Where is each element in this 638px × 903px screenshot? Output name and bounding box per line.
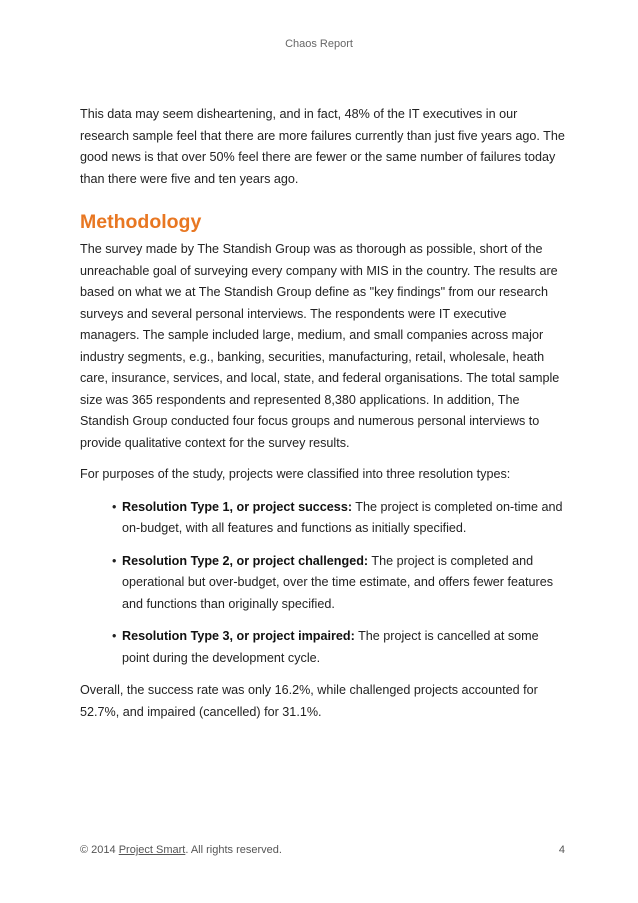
page-number: 4 (558, 844, 565, 856)
bullet: • (112, 629, 117, 643)
conclusion-paragraph: Overall, the success rate was only 16.2%, while challenged projects accounted for 52.7%, and impaired (cancelled) for 31.1%. (80, 683, 538, 719)
running-header: Chaos Report (285, 38, 353, 50)
methodology-heading: Methodology (80, 211, 202, 233)
page-content (80, 104, 565, 723)
running-footer (80, 844, 565, 856)
intro-paragraph: This data may seem disheartening, and in fact, 48% of the IT executives in our research sample feel that there are more failures currently than just five years ago. The good news is that over 50% feel there are fewer or the same number of failures today than there were five and ten years ago. (80, 107, 565, 186)
copyright-prefix: © 2014 (80, 844, 116, 856)
resolution-term: Resolution Type 2, or project challenged: (122, 553, 369, 568)
bullet: • (112, 499, 117, 514)
copyright-suffix: . All rights reserved. (185, 844, 282, 856)
resolution-description: The project is completed and operational but over-budget, over the time estimate, and offers fewer features and functions than originally specified. (122, 553, 553, 611)
resolution-description: The project is cancelled at some point during the development cycle. (122, 629, 539, 665)
list-item (80, 551, 565, 616)
list-item (80, 497, 565, 540)
resolution-description: The project is completed on-time and on-budget, with all features and functions as initially specified. (122, 499, 563, 535)
resolution-term: Resolution Type 3, or project impaired: (122, 629, 355, 643)
list-item (80, 626, 565, 669)
resolution-term: Resolution Type 1, or project success: (122, 499, 353, 514)
project-smart-link[interactable]: Project Smart (118, 844, 186, 856)
purposes-paragraph: For purposes of the study, projects were classified into three resolution types: (80, 467, 511, 481)
bullet: • (112, 553, 117, 568)
methodology-paragraph: The survey made by The Standish Group was as thorough as possible, short of the unreachable goal of surveying every company with MIS in the country. The results are based on what we at The Standish Group define as "key findings" from our research surveys and several personal interviews. The respondents were IT executive managers. The sample included large, medium, and small companies across major industry segments, e.g., banking, securities, manufacturing, retail, wholesale, heath care, insurance, services, and local, state, and federal organisations. The total sample size was 365 respondents and represented 8,380 applications. In addition, The Standish Group conducted four focus groups and numerous personal interviews to provide qualitative context for the survey results. (80, 242, 560, 450)
resolution-types-list (80, 497, 565, 670)
